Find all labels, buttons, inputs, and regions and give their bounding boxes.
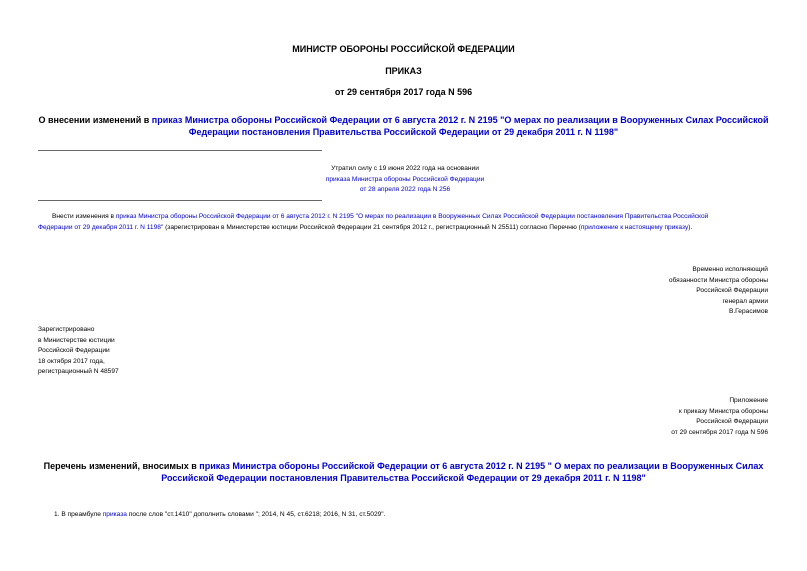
- appendix-link[interactable]: приложение к настоящему приказу: [580, 223, 689, 231]
- doc-date-number: от 29 сентября 2017 года N 596: [334, 87, 473, 97]
- repeal-order-link-cont[interactable]: от 28 апреля 2022 года N 256: [359, 186, 451, 193]
- body-end: ).: [688, 223, 693, 231]
- registration-line: регистрационный N 48597: [38, 368, 119, 375]
- order-2195-link[interactable]: приказ Министра обороны Российской Федерации от 6 августа 2012 г. N 2195 "О мерах по реализации в Вооруженных Силах Российской: [151, 115, 769, 125]
- changes-order-link-cont[interactable]: Российской Федерации постановления Правительства Российской Федерации от 29 декабря 2011 г. N 1198": [161, 473, 646, 483]
- repeal-order-link[interactable]: приказа Министра обороны Российской Федерации: [325, 175, 485, 183]
- body-order-link[interactable]: приказ Министра обороны Российской Федерации от 6 августа 2012 г. N 2195 "О мерах по реализации в Вооруженных Силах Российской Федерации постановления Правительства Российской: [115, 213, 709, 220]
- signature-line: Российской Федерации: [696, 287, 768, 294]
- change-item-1: [54, 510, 774, 521]
- doc-title-prefix: О внесении изменений в: [38, 115, 152, 125]
- ministry-heading: МИНИСТР ОБОРОНЫ РОССИЙСКОЙ ФЕДЕРАЦИИ: [292, 44, 515, 54]
- signature-line: В.Герасимов: [728, 308, 768, 315]
- divider-bottom: [38, 200, 322, 201]
- body-order-link-cont[interactable]: Федерации от 29 декабря 2011 г. N 1198": [38, 223, 164, 231]
- signature-line: Временно исполняющий: [692, 266, 768, 273]
- signature-block: [540, 265, 768, 318]
- registration-block: [38, 325, 298, 378]
- appendix-ref-line: к приказу Министра обороны: [678, 407, 768, 415]
- changes-order-link[interactable]: приказ Министра обороны Российской Федерации от 6 августа 2012 г. N 2195 " О мерах по реализации в Вооруженных Силах: [199, 461, 764, 471]
- appendix-ref-line: от 29 сентября 2017 года N 596: [671, 428, 768, 436]
- registration-line: Зарегистрировано: [38, 326, 95, 333]
- changes-title: [20, 460, 787, 484]
- registration-line: 18 октября 2017 года,: [38, 357, 105, 365]
- body-intro: Внести изменения в: [52, 213, 116, 220]
- changes-title-prefix: Перечень изменений, вносимых в: [43, 461, 200, 471]
- appendix-reference: [540, 396, 768, 438]
- registration-line: в Министерстве юстиции: [38, 336, 115, 344]
- body-paragraph: [38, 212, 778, 233]
- doc-title: [20, 114, 787, 138]
- item-prefix: 1. В преамбуле: [54, 511, 103, 518]
- divider-top: [38, 150, 322, 151]
- order-2195-link-cont[interactable]: Федерации постановления Правительства Российской Федерации от 29 декабря 2011 г. N 1198": [188, 127, 619, 137]
- status-note: [245, 164, 565, 196]
- registration-line: Российской Федерации: [38, 347, 110, 354]
- preamble-order-link[interactable]: приказа: [102, 511, 127, 518]
- item-text: после слов "ст.1410" дополнить словами "; 2014, N 45, ст.6218; 2016, N 31, ст.5029".: [126, 511, 386, 518]
- doc-type: ПРИКАЗ: [385, 66, 422, 76]
- status-note-line: Утратил силу с 19 июня 2022 года на основании: [331, 165, 479, 172]
- signature-line: генерал армии: [722, 297, 768, 305]
- appendix-ref-line: Российской Федерации: [696, 418, 768, 425]
- appendix-ref-line: Приложение: [729, 397, 768, 404]
- body-text: (зарегистрирован в Министерстве юстиции Российской Федерации 21 сентября 2012 г., регистрационный N 25511) согласно Перечню (: [163, 223, 581, 231]
- signature-line: обязанности Министра обороны: [668, 276, 768, 284]
